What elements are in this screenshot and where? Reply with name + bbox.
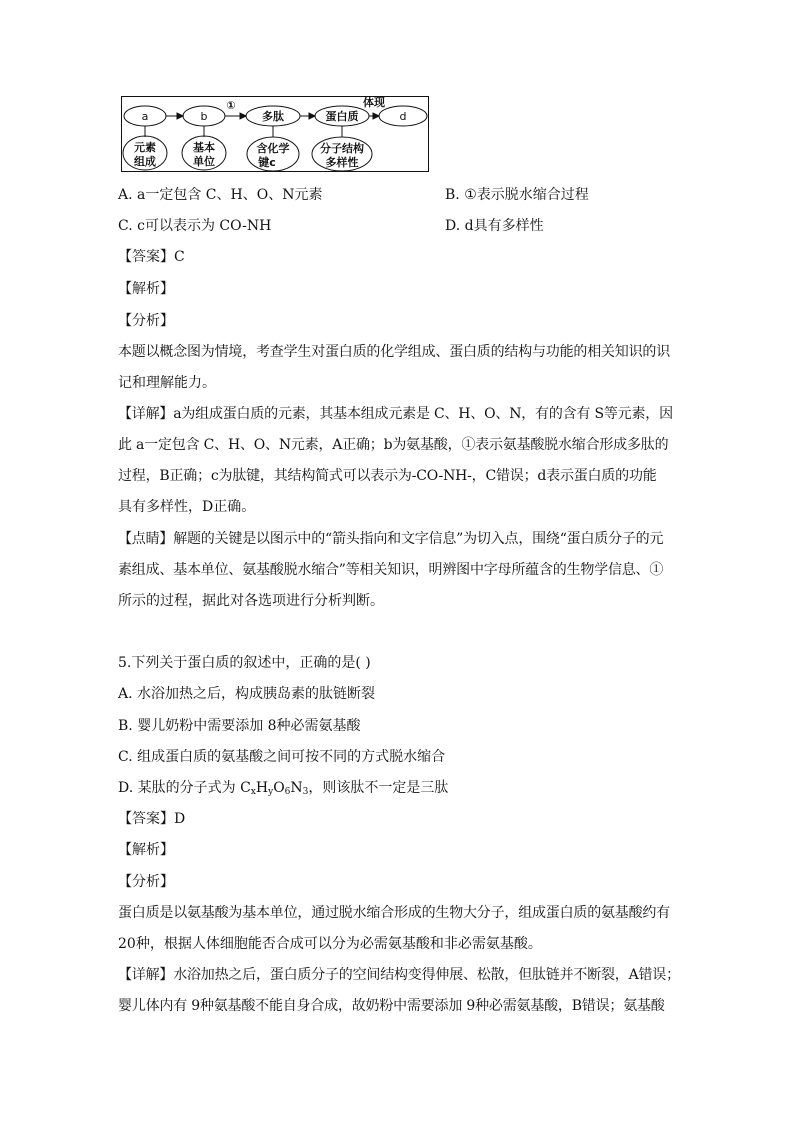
arrow-label-embody: 体现 <box>363 96 385 109</box>
formula-sub-x: x <box>250 787 256 797</box>
formula-sub-y: y <box>268 787 274 797</box>
q5-option-b: B. 婴儿奶粉中需要添加 8种必需氨基酸 <box>118 718 361 734</box>
node-peptide-label: 多肽 <box>262 110 284 123</box>
q4-option-c: C. c可以表示为 CO-NH <box>118 218 272 234</box>
basic-unit-l2: 单位 <box>193 155 215 168</box>
q4-detail-line-2: 此 a一定包含 C、H、O、N元素，A正确；b为氨基酸，①表示氨基酸脱水缩合形成多肽的 <box>118 437 669 453</box>
q4-option-a: A. a一定包含 C、H、O、N元素 <box>118 187 323 203</box>
q5-analysis-line-2: 20种，根据人体细胞能否合成可以分为必需氨基酸和非必需氨基酸。 <box>118 936 542 952</box>
q5-option-d-suffix: ，则该肽不一定是三肽 <box>308 780 449 796</box>
q5-answer: 【答案】D <box>118 811 186 827</box>
q5-option-d <box>118 778 448 802</box>
diversity-l2: 多样性 <box>325 156 359 169</box>
q4-jiexi-heading: 【解析】 <box>118 281 174 297</box>
q5-analysis-line-1: 蛋白质是以氨基酸为基本单位，通过脱水缩合形成的生物大分子，组成蛋白质的氨基酸约有 <box>118 905 670 921</box>
q4-option-d: D. d具有多样性 <box>445 218 544 234</box>
q4-detail-line-4: 具有多样性，D正确。 <box>118 499 256 515</box>
q4-analysis-line-2: 记和理解能力。 <box>118 375 216 391</box>
q5-jiexi-heading: 【解析】 <box>118 842 174 858</box>
formula-sub-6: 6 <box>284 787 291 797</box>
arrow-label-1: ① <box>226 99 236 112</box>
q4-analysis-line-1: 本题以概念图为情境，考查学生对蛋白质的化学组成、蛋白质的结构与功能的相关知识的识 <box>118 344 670 360</box>
q4-option-b: B. ①表示脱水缩合过程 <box>445 187 589 203</box>
q5-detail-line-2: 婴儿体内有 9种氨基酸不能自身合成，故奶粉中需要添加 9种必需氨基酸，B错误；氨基酸 <box>118 998 665 1014</box>
formula-n: N <box>290 780 303 796</box>
node-b-label: b <box>200 110 208 123</box>
q5-option-a: A. 水浴加热之后，构成胰岛素的肽链断裂 <box>118 686 376 702</box>
q5-detail-line-1: 【详解】水浴加热之后，蛋白质分子的空间结构变得伸展、松散，但肽链并不断裂，A错误； <box>118 967 680 983</box>
basic-unit-l1: 基本 <box>193 141 215 154</box>
node-d-label: d <box>399 110 407 123</box>
formula-h: H <box>255 780 269 796</box>
q4-fenxi-heading: 【分析】 <box>118 313 174 329</box>
q4-tip-line-1: 【点睛】解题的关键是以图示中的“箭头指向和文字信息”为切入点，围绕“蛋白质分子的元 <box>118 531 664 547</box>
diversity-l1: 分子结构 <box>320 142 364 155</box>
concept-diagram <box>121 96 429 172</box>
bond-l1: 含化学 <box>256 142 290 155</box>
q5-option-c: C. 组成蛋白质的氨基酸之间可按不同的方式脱水缩合 <box>118 749 446 765</box>
q4-detail-line-1: 【详解】a为组成蛋白质的元素，其基本组成元素是 C、H、O、N，有的含有 S等元素，因 <box>118 406 673 422</box>
elements-l1: 元素 <box>134 141 156 154</box>
q4-tip-line-2: 素组成、基本单位、氨基酸脱水缩合”等相关知识，明辨图中字母所蕴含的生物学信息、① <box>118 562 664 578</box>
q5-option-d-prefix: D. 某肽的分子式为 C <box>118 780 251 796</box>
q5-fenxi-heading: 【分析】 <box>118 874 174 890</box>
formula-o: O <box>273 780 285 796</box>
node-a-label: a <box>141 110 149 123</box>
formula-sub-3: 3 <box>302 787 309 797</box>
elements-l2: 组成 <box>134 155 156 168</box>
node-protein-label: 蛋白质 <box>325 110 359 123</box>
q4-tip-line-3: 所示的过程，据此对各选项进行分析判断。 <box>118 593 384 609</box>
q5-stem: 5.下列关于蛋白质的叙述中，正确的是( ) <box>118 655 371 671</box>
bond-l2: 键c <box>258 156 276 169</box>
q4-detail-line-3: 过程，B正确；c为肽键，其结构简式可以表示为-CO-NH-，C错误；d表示蛋白质的功能 <box>118 468 657 484</box>
q4-answer: 【答案】C <box>118 249 185 265</box>
